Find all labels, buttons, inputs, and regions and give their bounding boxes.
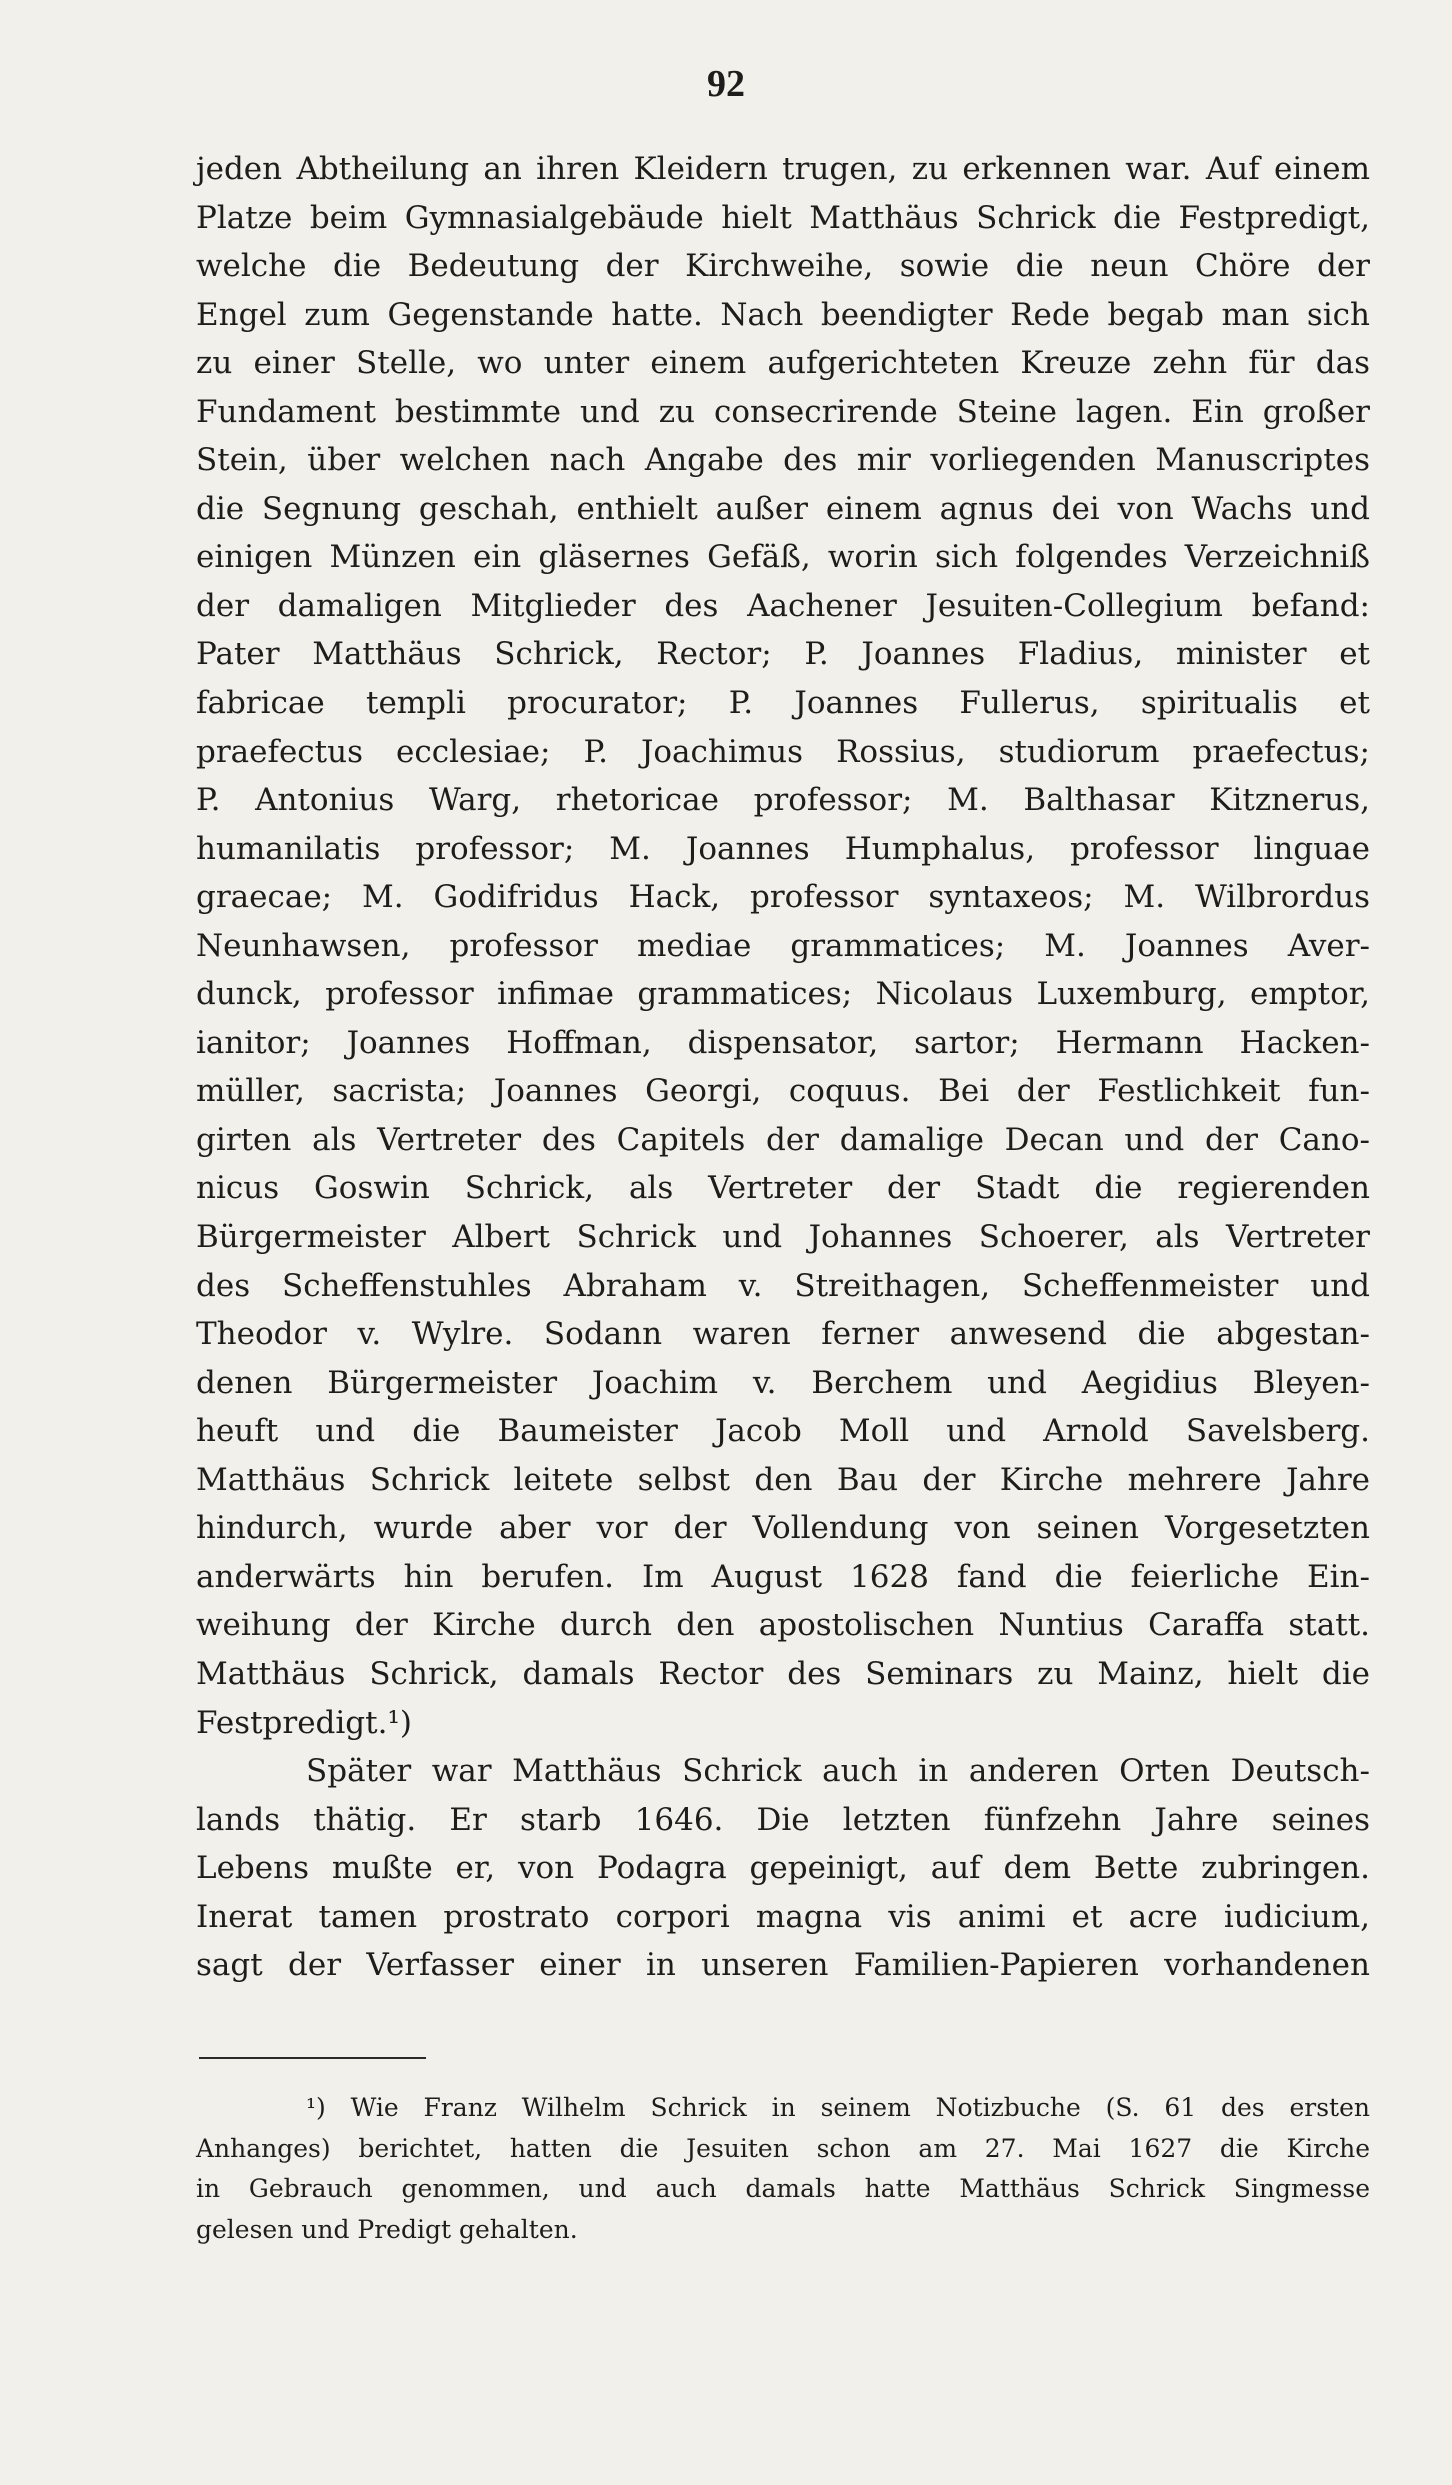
text-line: Inerat tamen prostrato corpori magna vis animi et acre iudicium,: [196, 1898, 1370, 1935]
text-line: Fundament bestimmte und zu consecrirende Steine lagen. Ein großer: [196, 393, 1370, 430]
text-line: hindurch, wurde aber vor der Vollendung von seinen Vorgesetzten: [196, 1510, 1370, 1547]
text-line: welche die Bedeutung der Kirchweihe, sowie die neun Chöre der: [196, 248, 1370, 285]
text-line: Matthäus Schrick, damals Rector des Seminars zu Mainz, hielt die: [196, 1655, 1370, 1692]
text-line: ianitor; Joannes Hoffman, dispensator, sartor; Hermann Hacken-: [196, 1024, 1370, 1061]
text-line: sagt der Verfasser einer in unseren Familien-Papieren vorhandenen: [196, 1947, 1370, 1984]
text-line: Pater Matthäus Schrick, Rector; P. Joannes Fladius, minister et: [196, 636, 1370, 673]
footnote-line: gelesen und Predigt gehalten.: [196, 2214, 578, 2244]
text-line: heuft und die Baumeister Jacob Moll und Arnold Savelsberg.: [196, 1413, 1370, 1450]
footnote-divider: [199, 2057, 426, 2059]
body-text: [196, 145, 1370, 1990]
text-line: P. Antonius Warg, rhetoricae professor; M. Balthasar Kitznerus,: [196, 782, 1370, 819]
page-number: 92: [707, 63, 745, 105]
text-line: Engel zum Gegenstande hatte. Nach beendigter Rede begab man sich: [196, 296, 1370, 333]
footnotes: [196, 2088, 1370, 2250]
text-line: girten als Vertreter des Capitels der damalige Decan und der Cano-: [196, 1121, 1370, 1158]
text-line: Neunhawsen, professor mediae grammatices; M. Joannes Aver-: [196, 927, 1370, 964]
text-line: Stein, über welchen nach Angabe des mir vorliegenden Manuscriptes: [196, 442, 1370, 479]
text-line: Lebens mußte er, von Podagra gepeinigt, auf dem Bette zubringen.: [196, 1850, 1370, 1887]
text-line: der damaligen Mitglieder des Aachener Jesuiten-Collegium befand:: [196, 587, 1370, 624]
footnote-line: Anhanges) berichtet, hatten die Jesuiten schon am 27. Mai 1627 die Kirche: [196, 2133, 1370, 2163]
text-line: Platze beim Gymnasialgebäude hielt Matthäus Schrick die Festpredigt,: [196, 199, 1370, 236]
text-line: humanilatis professor; M. Joannes Humphalus, professor linguae: [196, 830, 1370, 867]
text-line: Matthäus Schrick leitete selbst den Bau der Kirche mehrere Jahre: [196, 1461, 1370, 1498]
text-line: graecae; M. Godifridus Hack, professor syntaxeos; M. Wilbrordus: [196, 879, 1370, 916]
text-line: anderwärts hin berufen. Im August 1628 fand die feierliche Ein-: [196, 1558, 1370, 1595]
text-line: Festpredigt.¹): [196, 1704, 412, 1741]
text-line: Theodor v. Wylre. Sodann waren ferner anwesend die abgestan-: [196, 1316, 1370, 1353]
text-line: Bürgermeister Albert Schrick und Johannes Schoerer, als Vertreter: [196, 1219, 1370, 1256]
text-line: lands thätig. Er starb 1646. Die letzten fünfzehn Jahre seines: [196, 1801, 1370, 1838]
text-line: einigen Münzen ein gläsernes Gefäß, worin sich folgendes Verzeichniß: [196, 539, 1370, 576]
text-line: weihung der Kirche durch den apostolischen Nuntius Caraffa statt.: [196, 1607, 1370, 1644]
text-line: müller, sacrista; Joannes Georgi, coquus. Bei der Festlichkeit fun-: [196, 1073, 1370, 1110]
text-line: jeden Abtheilung an ihren Kleidern trugen, zu erkennen war. Auf einem: [196, 151, 1370, 187]
text-line: die Segnung geschah, enthielt außer einem agnus dei von Wachs und: [196, 490, 1370, 527]
text-line: Später war Matthäus Schrick auch in anderen Orten Deutsch-: [306, 1753, 1370, 1790]
text-line: zu einer Stelle, wo unter einem aufgerichteten Kreuze zehn für das: [196, 345, 1370, 382]
text-line: des Scheffenstuhles Abraham v. Streithagen, Scheffenmeister und: [196, 1267, 1370, 1304]
text-line: praefectus ecclesiae; P. Joachimus Rossius, studiorum praefectus;: [196, 733, 1370, 770]
text-line: fabricae templi procurator; P. Joannes Fullerus, spiritualis et: [196, 685, 1370, 722]
text-line: denen Bürgermeister Joachim v. Berchem und Aegidius Bleyen-: [196, 1364, 1370, 1401]
footnote-line: ¹) Wie Franz Wilhelm Schrick in seinem Notizbuche (S. 61 des ersten: [306, 2093, 1370, 2122]
text-line: nicus Goswin Schrick, als Vertreter der Stadt die regierenden: [196, 1170, 1370, 1207]
footnote-line: in Gebrauch genommen, und auch damals hatte Matthäus Schrick Singmesse: [196, 2174, 1370, 2203]
text-line: dunck, professor infimae grammatices; Nicolaus Luxemburg, emptor,: [196, 976, 1370, 1013]
